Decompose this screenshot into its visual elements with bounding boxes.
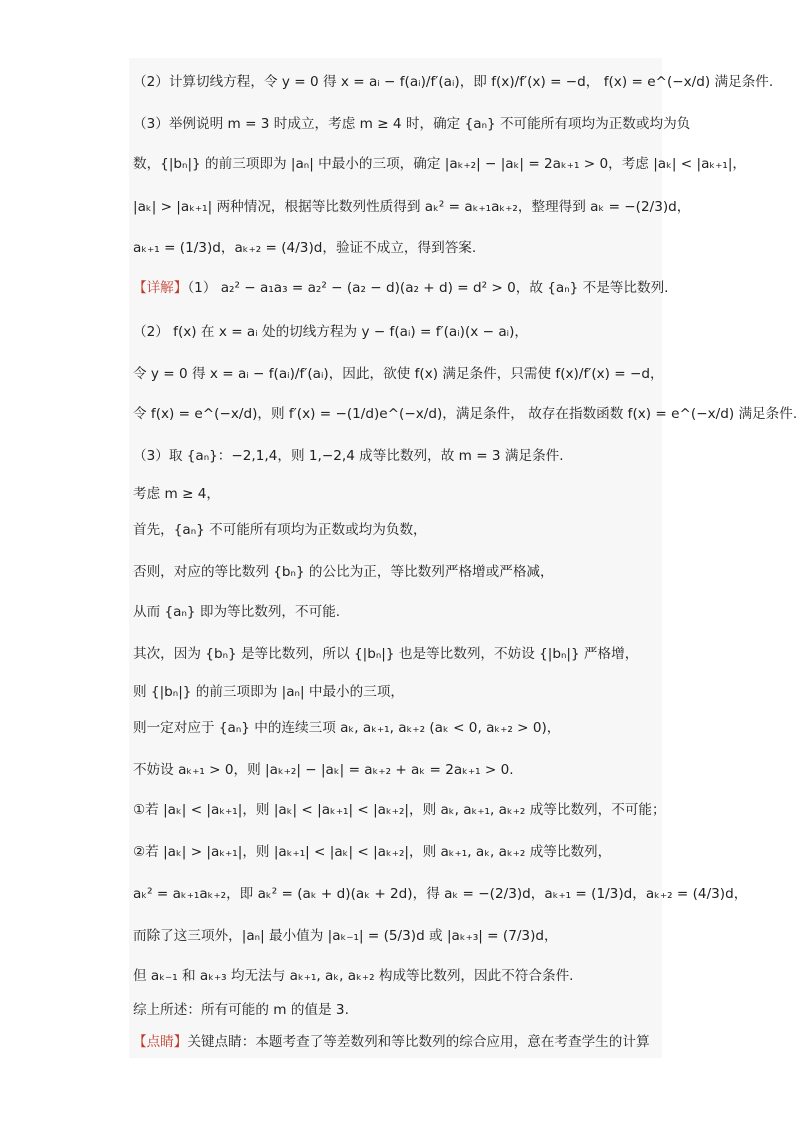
- text-line: 首先，{aₙ} 不可能所有项均为正数或均为负数，: [133, 522, 427, 538]
- text-line: （2） f(x) 在 x = aᵢ 处的切线方程为 y − f(aᵢ) = f′(aᵢ)(x − aᵢ)，: [133, 324, 529, 340]
- text-line: 考虑 m ≥ 4，: [133, 486, 221, 502]
- text-line: 综上所述：所有可能的 m 的值是 3.: [133, 1002, 349, 1018]
- text-line: |aₖ| > |aₖ₊₁| 两种情况，根据等比数列性质得到 aₖ² = aₖ₊₁aₖ₊₂，整理得到 aₖ = −(2/3)d，: [133, 199, 691, 215]
- detail-line: 【详解】（1） a₂² − a₁a₃ = a₂² − (a₂ − d)(a₂ + d) = d² > 0，故 {aₙ} 不是等比数列.: [133, 280, 669, 296]
- text-line: 数，{|bₙ|} 的前三项即为 |aₙ| 中最小的三项，确定 |aₖ₊₂| − |aₖ| = 2aₖ₊₁ > 0，考虑 |aₖ| < |aₖ₊₁|，: [133, 156, 747, 172]
- note-line: 【点睛】关键点睛：本题考查了等差数列和等比数列的综合应用，意在考查学生的计算: [133, 1034, 650, 1050]
- text-line: 令 f(x) = e^(−x/d)，则 f′(x) = −(1/d)e^(−x/d)，满足条件， 故存在指数函数 f(x) = e^(−x/d) 满足条件.: [133, 406, 797, 422]
- text-line: 否则，对应的等比数列 {bₙ} 的公比为正，等比数列严格增或严格减，: [133, 564, 554, 580]
- text-line: 不妨设 aₖ₊₁ > 0，则 |aₖ₊₂| − |aₖ| = aₖ₊₂ + aₖ = 2aₖ₊₁ > 0.: [133, 762, 514, 778]
- text-line: aₖ₊₁ = (1/3)d，aₖ₊₂ = (4/3)d，验证不成立，得到答案.: [133, 240, 477, 256]
- text-line: （3）取 {aₙ}：−2,1,4，则 1,−2,4 成等比数列，故 m = 3 满足条件.: [133, 448, 564, 464]
- text-line: 其次，因为 {bₙ} 是等比数列，所以 {|bₙ|} 也是等比数列，不妨设 {|bₙ|} 严格增，: [133, 646, 639, 662]
- text-line: 令 y = 0 得 x = aᵢ − f(aᵢ)/f′(aᵢ)，因此，欲使 f(x) 满足条件，只需使 f(x)/f′(x) = −d，: [133, 366, 664, 382]
- text-line: （2）计算切线方程，令 y = 0 得 x = aᵢ − f(aᵢ)/f′(aᵢ)，即 f(x)/f′(x) = −d， f(x) = e^(−x/d) 满足条件.: [133, 74, 774, 90]
- text-line: （3）举例说明 m = 3 时成立，考虑 m ≥ 4 时，确定 {aₙ} 不可能所有项均为正数或均为负: [133, 116, 691, 132]
- detail-label: 【详解】: [133, 280, 188, 296]
- text-line: ①若 |aₖ| < |aₖ₊₁|，则 |aₖ| < |aₖ₊₁| < |aₖ₊₂|，则 aₖ, aₖ₊₁, aₖ₊₂ 成等比数列，不可能；: [133, 802, 666, 818]
- text-line: ②若 |aₖ| > |aₖ₊₁|，则 |aₖ₊₁| < |aₖ| < |aₖ₊₂|，则 aₖ₊₁, aₖ, aₖ₊₂ 成等比数列，: [133, 844, 612, 860]
- text-line: aₖ² = aₖ₊₁aₖ₊₂，即 aₖ² = (aₖ + d)(aₖ + 2d)，得 aₖ = −(2/3)d，aₖ₊₁ = (1/3)d，aₖ₊₂ = (4/3)d，: [133, 886, 748, 902]
- text-line: 从而 {aₙ} 即为等比数列，不可能.: [133, 604, 341, 620]
- text-line: 则一定对应于 {aₙ} 中的连续三项 aₖ, aₖ₊₁, aₖ₊₂ (aₖ < 0, aₖ₊₂ > 0)，: [133, 720, 561, 736]
- note-label: 【点睛】: [133, 1034, 188, 1050]
- text-line: 而除了这三项外，|aₙ| 最小值为 |aₖ₋₁| = (5/3)d 或 |aₖ₊₃| = (7/3)d，: [133, 928, 558, 944]
- text-line: 则 {|bₙ|} 的前三项即为 |aₙ| 中最小的三项，: [133, 684, 405, 700]
- text-line: 但 aₖ₋₁ 和 aₖ₊₃ 均无法与 aₖ₊₁, aₖ, aₖ₊₂ 构成等比数列，因此不符合条件.: [133, 968, 574, 984]
